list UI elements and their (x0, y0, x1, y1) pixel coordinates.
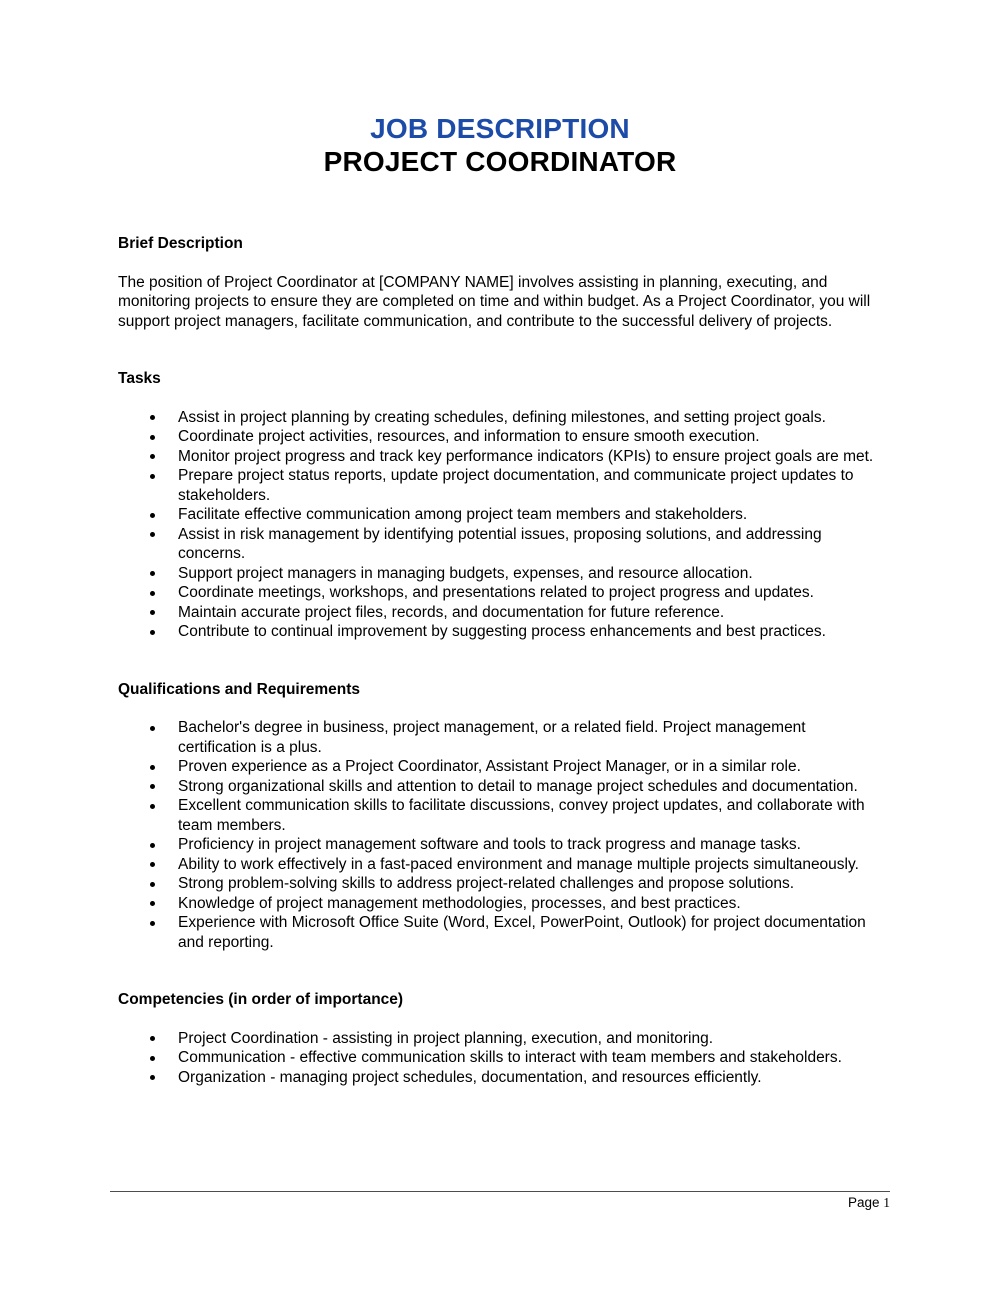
bullet-dot-icon (150, 415, 155, 420)
list-item (118, 603, 882, 623)
list-item-text: Ability to work effectively in a fast-paced environment and manage multiple projects simultaneously. (178, 855, 859, 873)
bullet-dot-icon (150, 1075, 155, 1080)
bullet-dot-icon (150, 454, 155, 459)
bullet-dot-icon (150, 882, 155, 887)
bullet-dot-icon (150, 726, 155, 731)
list-item (118, 622, 882, 642)
qualifications-bullet-list (118, 718, 882, 952)
list-item (118, 777, 882, 797)
brief-description-paragraph: The position of Project Coordinator at [COMPANY NAME] involves assisting in planning, executing, and monitoring projects to ensure they are completed on time and within budget. As a Project Coordinator, you will support project managers, facilitate communication, and contribute to the successful delivery of projects. (118, 273, 871, 330)
section-heading-competencies: Competencies (in order of importance) (118, 991, 404, 1008)
list-item-text: Excellent communication skills to facilitate discussions, convey project updates, and collaborate with team members. (178, 797, 865, 834)
list-item (118, 447, 882, 467)
list-item (118, 855, 882, 875)
bullet-dot-icon (150, 804, 155, 809)
list-item (118, 525, 882, 564)
list-item (118, 894, 882, 914)
bullet-dot-icon (150, 843, 155, 848)
list-item-text: Monitor project progress and track key performance indicators (KPIs) to ensure project goals are met. (178, 447, 874, 465)
list-item-text: Assist in project planning by creating schedules, defining milestones, and setting project goals. (178, 408, 826, 426)
list-item (118, 835, 882, 855)
list-item-text: Facilitate effective communication among project team members and stakeholders. (178, 506, 748, 523)
list-item (118, 564, 882, 584)
list-item (118, 408, 882, 428)
list-item (118, 1068, 882, 1088)
list-item (118, 466, 882, 505)
list-item (118, 913, 882, 952)
list-item-text: Knowledge of project management methodologies, processes, and best practices. (178, 894, 741, 912)
list-item-text: Coordinate meetings, workshops, and presentations related to project progress and updates. (178, 584, 814, 601)
list-item (118, 718, 882, 757)
bullet-dot-icon (150, 571, 155, 576)
list-item (118, 757, 882, 777)
list-item (118, 427, 882, 447)
bullet-dot-icon (150, 1056, 155, 1061)
document-title: JOB DESCRIPTION (370, 113, 630, 144)
page-number-word: Page (847, 1195, 880, 1210)
section-competencies (118, 990, 882, 1087)
list-item (118, 1048, 882, 1068)
list-item (118, 583, 882, 603)
bullet-dot-icon (150, 784, 155, 789)
section-tasks (118, 369, 882, 642)
bullet-dot-icon (150, 901, 155, 906)
list-item-text: Communication - effective communication skills to interact with team members and stakeholders. (178, 1049, 842, 1066)
list-item-text: Contribute to continual improvement by suggesting process enhancements and best practices. (178, 623, 826, 640)
list-item (118, 1029, 882, 1049)
section-heading-tasks: Tasks (118, 370, 161, 387)
list-item-text: Support project managers in managing budgets, expenses, and resource allocation. (178, 564, 753, 582)
list-item-text: Bachelor's degree in business, project management, or a related field. Project management certification is a plus. (178, 719, 806, 756)
document-header (118, 112, 882, 178)
bullet-dot-icon (150, 591, 155, 596)
list-item (118, 796, 882, 835)
bullet-dot-icon (150, 474, 155, 479)
list-item-text: Assist in risk management by identifying potential issues, proposing solutions, and addressing concerns. (178, 525, 822, 562)
bullet-dot-icon (150, 862, 155, 867)
list-item-text: Organization - managing project schedules, documentation, and resources efficiently. (178, 1068, 762, 1086)
bullet-dot-icon (150, 435, 155, 440)
competencies-bullet-list (118, 1029, 882, 1088)
bullet-dot-icon (150, 921, 155, 926)
section-qualifications (118, 680, 882, 953)
list-item-text: Coordinate project activities, resources, and information to ensure smooth execution. (178, 428, 760, 445)
bullet-dot-icon (150, 630, 155, 635)
list-item-text: Strong problem-solving skills to address project-related challenges and propose solutions. (178, 875, 795, 892)
list-item (118, 505, 882, 525)
page-number (110, 1192, 890, 1212)
bullet-dot-icon (150, 532, 155, 537)
list-item-text: Project Coordination - assisting in project planning, execution, and monitoring. (178, 1029, 714, 1047)
bullet-dot-icon (150, 765, 155, 770)
list-item-text: Prepare project status reports, update project documentation, and communicate project updates to stakeholders. (178, 467, 854, 504)
bullet-dot-icon (150, 1036, 155, 1041)
list-item-text: Maintain accurate project files, records, and documentation for future reference. (178, 603, 725, 621)
section-brief-description (118, 234, 882, 331)
list-item-text: Proven experience as a Project Coordinator, Assistant Project Manager, or in a similar role. (178, 758, 801, 775)
bullet-dot-icon (150, 610, 155, 615)
list-item-text: Proficiency in project management software and tools to track progress and manage tasks. (178, 836, 801, 853)
document-subtitle: PROJECT COORDINATOR (323, 146, 677, 177)
page-footer (110, 1191, 890, 1212)
section-heading-brief-description: Brief Description (118, 235, 243, 252)
list-item-text: Strong organizational skills and attention to detail to manage project schedules and documentation. (178, 777, 858, 795)
bullet-dot-icon (150, 513, 155, 518)
list-item-text: Experience with Microsoft Office Suite (Word, Excel, PowerPoint, Outlook) for project documentation and reporting. (178, 914, 866, 951)
list-item (118, 874, 882, 894)
section-heading-qualifications: Qualifications and Requirements (118, 680, 361, 698)
tasks-bullet-list (118, 408, 882, 642)
page-number-value: 1 (883, 1195, 890, 1210)
